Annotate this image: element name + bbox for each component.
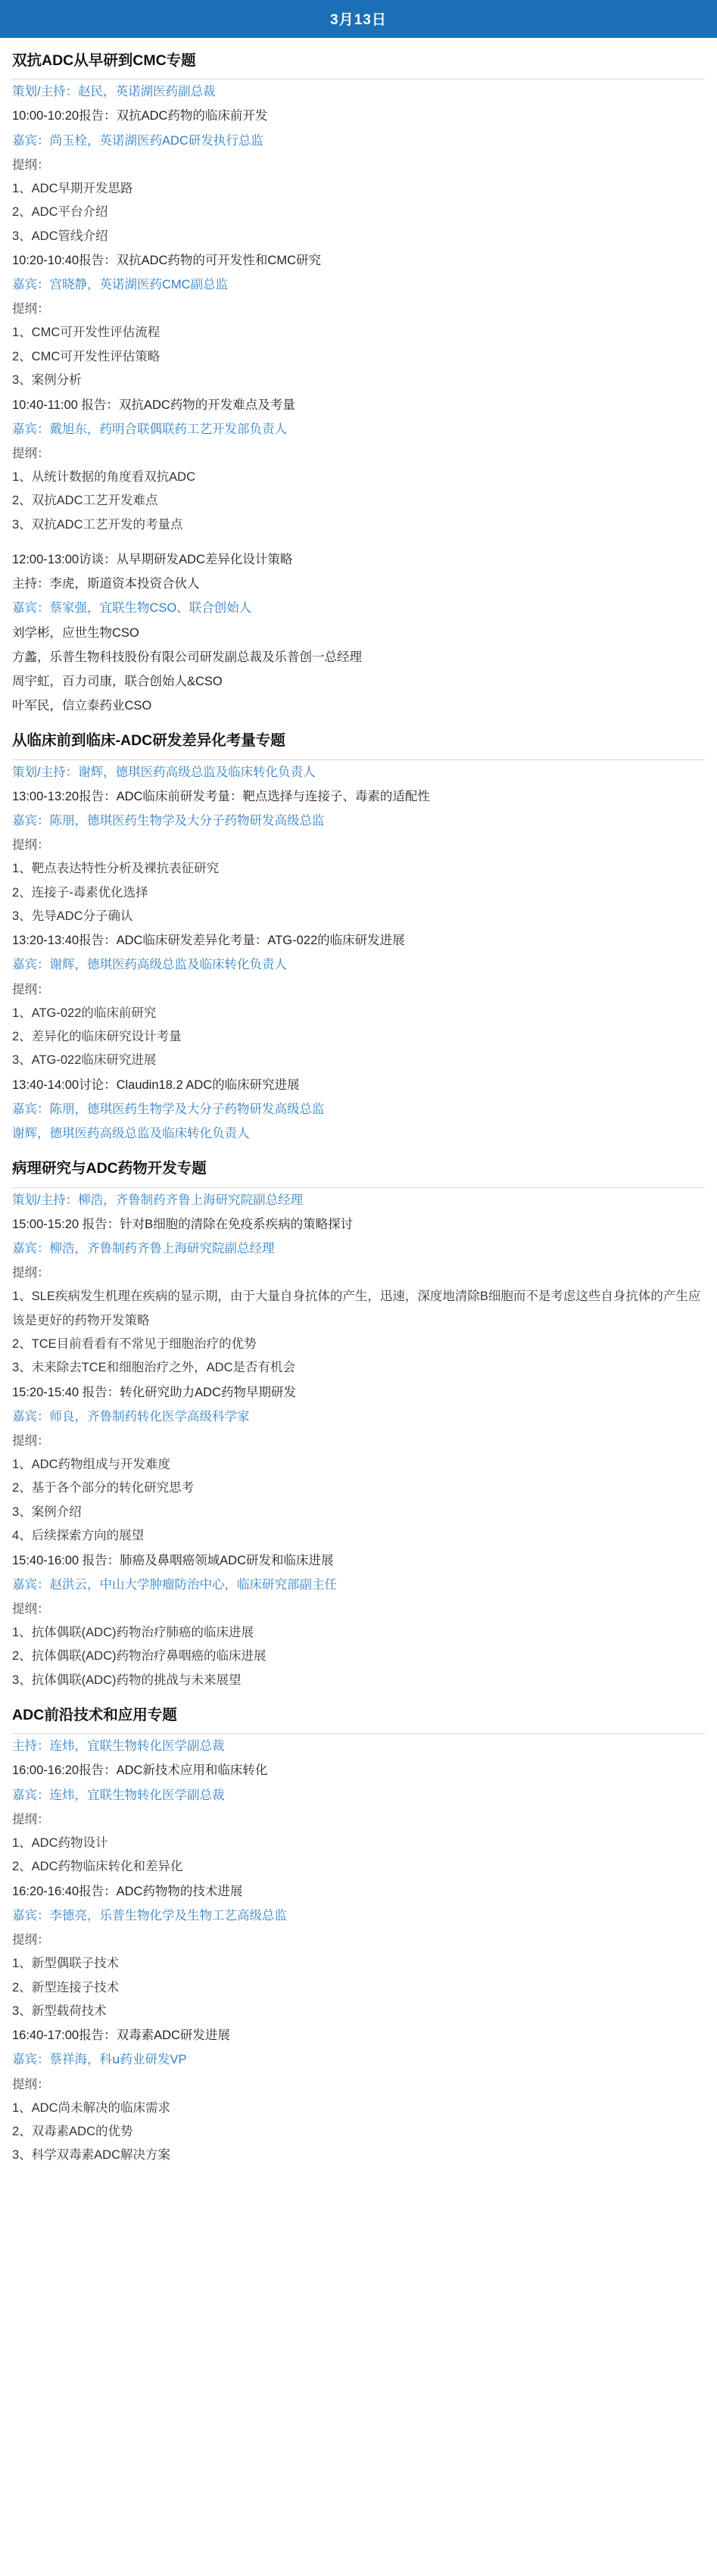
outline-item: 3、案例分析 [12, 373, 82, 388]
outline-label: 提纲： [12, 157, 50, 172]
outline-label: 提纲： [12, 1601, 50, 1616]
date-header: 3月13日 [0, 0, 717, 38]
session-entry: 10:40-11:00 报告：双抗ADC药物的开发难点及考量 [12, 398, 295, 412]
outline-item: 3、先导ADC分子确认 [12, 909, 133, 923]
outline-item: 1、靶点表达特性分析及裸抗表征研究 [12, 862, 220, 876]
session-entry: 主持：李虎，斯道资本投资合伙人 [12, 577, 200, 591]
outline-label: 提纲： [12, 1933, 50, 1948]
session-entry: 15:20-15:40 报告：转化研究助力ADC药物早期研发 [12, 1385, 296, 1399]
session-speaker: 嘉宾：陈朋，德琪医药生物学及大分子药物研发高级总监 [12, 1102, 325, 1116]
outline-item: 1、新型偶联子技术 [12, 1957, 120, 1971]
session-organizer: 策划/主持：赵民，英诺湖医药副总裁 [12, 85, 216, 99]
outline-label: 提纲： [12, 838, 50, 853]
session-entry: 12:00-13:00访谈：从早期研发ADC差异化设计策略 [12, 553, 293, 567]
outline-item: 1、CMC可开发性评估流程 [12, 326, 161, 340]
agenda-section [12, 730, 705, 1146]
session-entry: 15:40-16:00 报告：肺癌及鼻咽癌领域ADC研发和临床进展 [12, 1553, 334, 1567]
section-title: 病理研究与ADC药物开发专题 [12, 1160, 207, 1177]
session-speaker: 嘉宾：李德亮，乐普生物化学及生物工艺高级总监 [12, 1908, 287, 1923]
agenda-section [12, 1704, 705, 2168]
outline-label: 提纲： [12, 1433, 50, 1448]
session-entry: 13:00-13:20报告：ADC临床前研发考量：靶点选择与连接子、毒素的适配性 [12, 789, 430, 803]
session-speaker: 嘉宾：蔡祥海，科ս药业研发VP [12, 2053, 187, 2067]
outline-label: 提纲： [12, 302, 50, 317]
outline-label: 提纲： [12, 982, 50, 996]
outline-item: 1、从统计数据的角度看双抗ADC [12, 470, 196, 485]
session-organizer: 策划/主持：柳浩，齐鲁制药齐鲁上海研究院副总经理 [12, 1193, 304, 1207]
outline-item: 4、后续探索方向的展望 [12, 1529, 145, 1543]
agenda-content [0, 50, 717, 2168]
outline-item: 1、ADC药物组成与开发难度 [12, 1458, 171, 1472]
outline-item: 3、未来除去TCE和细胞治疗之外，ADC是否有机会 [12, 1361, 296, 1375]
outline-item: 1、ADC药物设计 [12, 1835, 108, 1850]
outline-label: 提纲： [12, 2077, 50, 2091]
session-entry: 16:20-16:40报告：ADC药物物的技术进展 [12, 1884, 243, 1898]
sections-root [12, 50, 705, 2168]
spacer [12, 537, 705, 547]
session-entry: 15:00-15:20 报告：针对B细胞的清除在免疫系疾病的策略探讨 [12, 1217, 354, 1231]
session-entry: 刘学彬，应世生物CSO [12, 625, 139, 640]
outline-item: 2、ADC平台介绍 [12, 205, 108, 220]
session-speaker: 谢辉，德琪医药高级总监及临床转化负责人 [12, 1127, 250, 1141]
outline-item: 2、ADC药物临床转化和差异化 [12, 1860, 183, 1874]
outline-label: 提纲： [12, 446, 50, 460]
session-speaker: 嘉宾：蔡家强，宜联生物CSO、联合创始人 [12, 601, 252, 616]
outline-item: 2、抗体偶联(ADC)药物治疗鼻咽癌的临床进展 [12, 1649, 267, 1664]
session-speaker: 嘉宾：柳浩，齐鲁制药齐鲁上海研究院副总经理 [12, 1241, 275, 1255]
outline-item: 1、ATG-022的临床前研究 [12, 1006, 157, 1020]
session-organizer: 策划/主持：谢辉，德琪医药高级总监及临床转化负责人 [12, 765, 316, 779]
session-entry: 周宇虹，百力司康，联合创始人&CSO [12, 674, 223, 688]
session-speaker: 嘉宾：师良，齐鲁制药转化医学高级科学家 [12, 1409, 250, 1424]
outline-item: 3、科学双毒素ADC解决方案 [12, 2148, 171, 2163]
outline-item: 2、新型连接子技术 [12, 1980, 120, 1994]
outline-item: 3、抗体偶联(ADC)药物的挑战与未来展望 [12, 1673, 242, 1687]
session-entry: 叶军民，信立泰药业CSO [12, 699, 152, 713]
session-entry: 10:00-10:20报告：双抗ADC药物的临床前开发 [12, 109, 268, 123]
outline-item: 3、案例介绍 [12, 1505, 82, 1519]
session-entry: 13:20-13:40报告：ADC临床研发差异化考量：ATG-022的临床研发进展 [12, 934, 405, 948]
session-entry: 10:20-10:40报告：双抗ADC药物的可开发性和CMC研究 [12, 253, 321, 267]
section-title: 从临床前到临床-ADC研发差异化考量专题 [12, 732, 285, 750]
outline-item: 3、ADC管线介绍 [12, 229, 108, 243]
outline-label: 提纲： [12, 1266, 50, 1280]
outline-item: 3、新型载荷技术 [12, 2004, 107, 2018]
agenda-section [12, 1158, 705, 1692]
outline-item: 2、CMC可开发性评估策略 [12, 349, 161, 363]
outline-label: 提纲： [12, 1812, 50, 1826]
outline-item: 2、双抗ADC工艺开发难点 [12, 494, 158, 508]
outline-item: 3、ATG-022临床研究进展 [12, 1053, 157, 1068]
outline-item: 2、TCE目前看看有不常见于细胞治疗的优势 [12, 1336, 257, 1351]
section-title: 双抗ADC从早研到CMC专题 [12, 52, 196, 69]
outline-item: 3、双抗ADC工艺开发的考量点 [12, 517, 183, 532]
session-entry: 方蠡，乐普生物科技股份有限公司研发副总裁及乐普创一总经理 [12, 650, 362, 664]
outline-item: 2、连接子-毒素优化选择 [12, 885, 148, 900]
session-entry: 13:40-14:00讨论：Claudin18.2 ADC的临床研究进展 [12, 1077, 300, 1092]
outline-item: 1、ADC尚未解决的临床需求 [12, 2100, 171, 2115]
outline-item: 1、ADC早期开发思路 [12, 181, 133, 195]
session-speaker: 嘉宾：宫晓静，英诺湖医药CMC副总监 [12, 278, 229, 292]
section-title: ADC前沿技术和应用专题 [12, 1707, 177, 1724]
session-speaker: 嘉宾：戴旭东，药明合联偶联药工艺开发部负责人 [12, 422, 287, 436]
outline-item: 1、抗体偶联(ADC)药物治疗肺癌的临床进展 [12, 1626, 254, 1640]
session-entry: 16:00-16:20报告：ADC新技术应用和临床转化 [12, 1764, 268, 1778]
session-entry: 16:40-17:00报告：双毒素ADC研发进展 [12, 2029, 230, 2043]
outline-item: 2、基于各个部分的转化研究思考 [12, 1481, 195, 1495]
outline-item: 2、双毒素ADC的优势 [12, 2125, 133, 2139]
session-speaker: 嘉宾：谢辉，德琪医药高级总监及临床转化负责人 [12, 958, 287, 972]
agenda-section [12, 50, 705, 718]
session-speaker: 嘉宾：连炜，宜联生物转化医学副总裁 [12, 1788, 225, 1802]
outline-item: 1、SLE疾病发生机理在疾病的显示期，由于大量自身抗体的产生，迅速，深度地清除B细胞而不是考虑这些自身抗体的产生应该是更好的药物开发策略 [12, 1290, 701, 1327]
outline-item: 2、差异化的临床研究设计考量 [12, 1030, 182, 1044]
session-organizer: 主持：连炜，宜联生物转化医学副总裁 [12, 1739, 225, 1754]
session-speaker: 嘉宾：尚玉栓，英诺湖医药ADC研发执行总监 [12, 133, 263, 148]
session-speaker: 嘉宾：陈朋，德琪医药生物学及大分子药物研发高级总监 [12, 813, 325, 828]
session-speaker: 嘉宾：赵洪云，中山大学肿瘤防治中心，临床研究部副主任 [12, 1577, 337, 1592]
